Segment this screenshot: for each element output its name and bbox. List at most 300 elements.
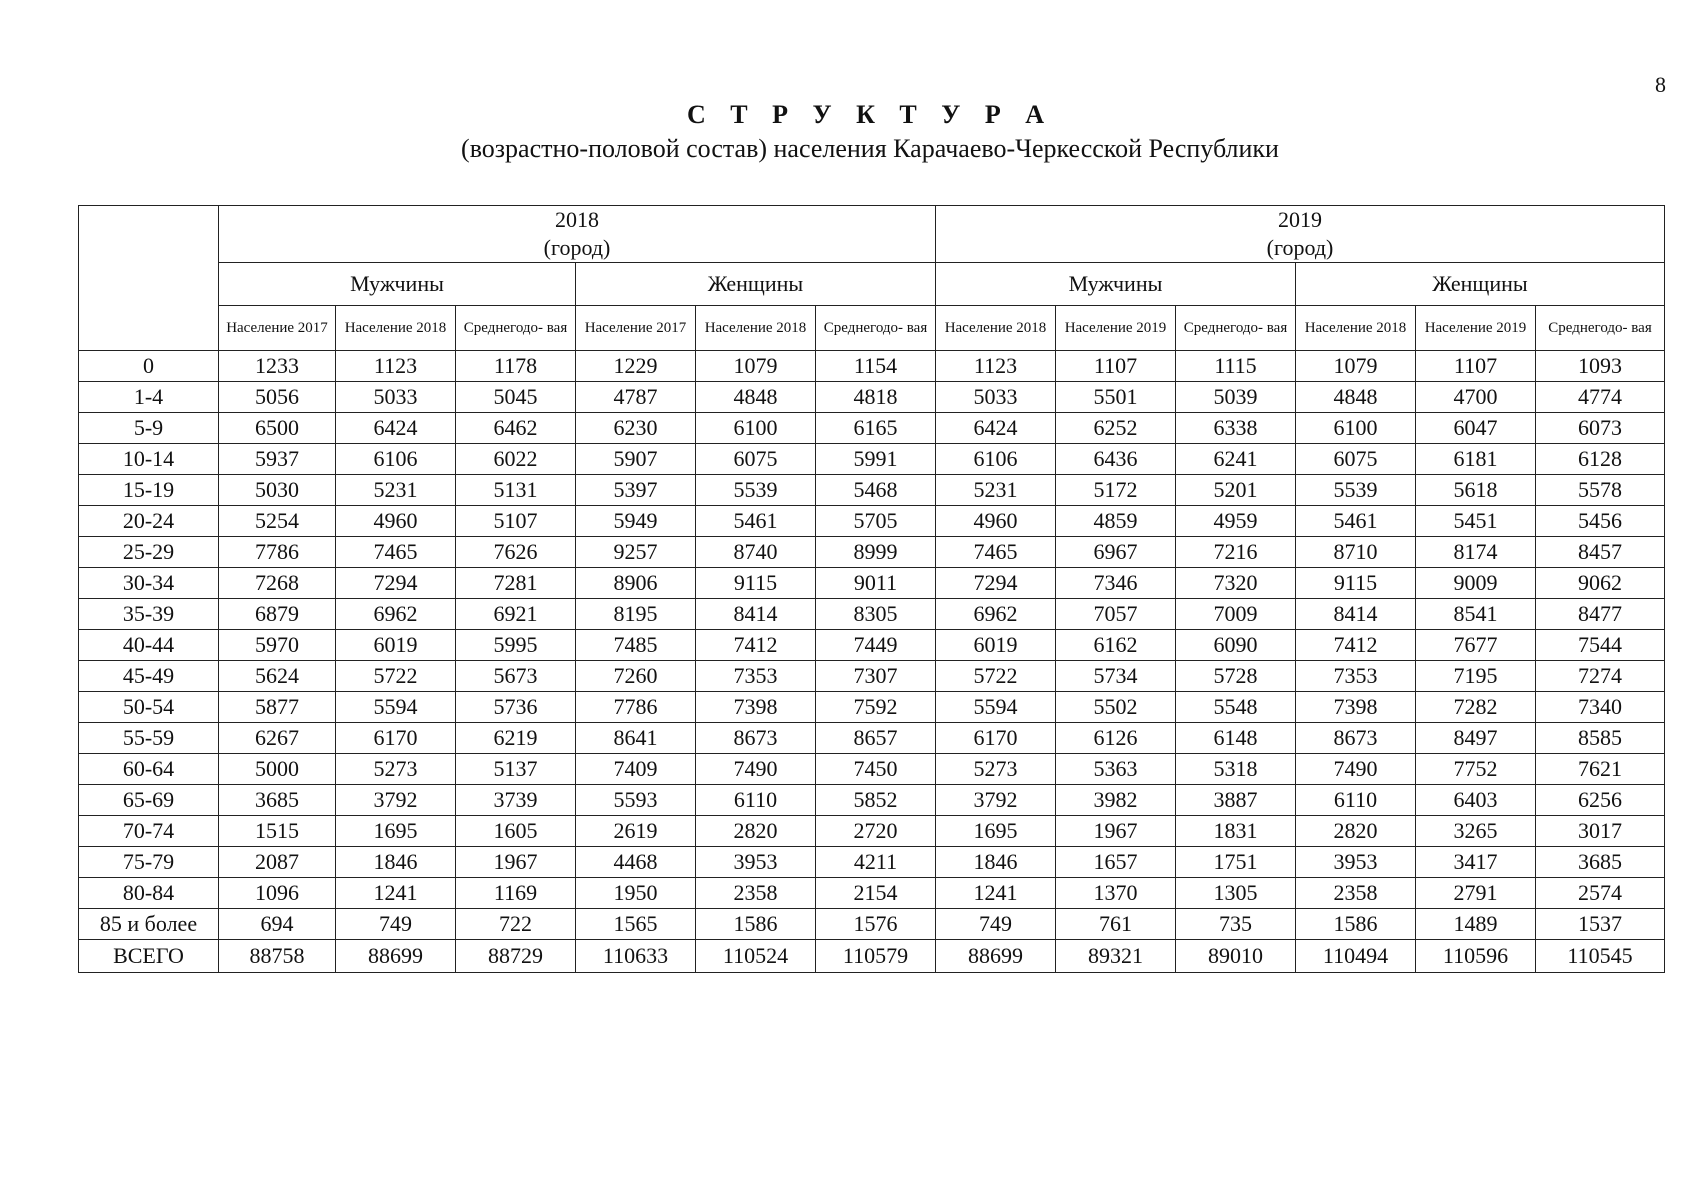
- value-cell: 1695: [336, 816, 456, 847]
- page-number: 8: [1655, 72, 1666, 97]
- value-cell: 2720: [816, 816, 936, 847]
- value-cell: 1586: [696, 909, 816, 940]
- value-cell: 2619: [576, 816, 696, 847]
- area-label: (город): [1266, 235, 1334, 260]
- value-cell: 1178: [456, 351, 576, 382]
- table-row: [79, 723, 1665, 754]
- value-cell: 1241: [336, 878, 456, 909]
- value-cell: 1537: [1536, 909, 1665, 940]
- value-cell: 5594: [936, 692, 1056, 723]
- value-cell: 3953: [1296, 847, 1416, 878]
- column-subheader: Население 2018: [936, 306, 1056, 351]
- value-cell: 1233: [219, 351, 336, 382]
- value-cell: 5877: [219, 692, 336, 723]
- value-cell: 1154: [816, 351, 936, 382]
- value-cell: 4700: [1416, 382, 1536, 413]
- value-cell: 6019: [336, 630, 456, 661]
- value-cell: 7294: [936, 568, 1056, 599]
- value-cell: 5033: [936, 382, 1056, 413]
- column-subheader: Население 2017: [576, 306, 696, 351]
- value-cell: 6126: [1056, 723, 1176, 754]
- table-row: [79, 413, 1665, 444]
- table-row: [79, 475, 1665, 506]
- value-cell: 5318: [1176, 754, 1296, 785]
- men-2018-header: Мужчины: [219, 263, 576, 306]
- value-cell: 2791: [1416, 878, 1536, 909]
- value-cell: 7340: [1536, 692, 1665, 723]
- document-title: С Т Р У К Т У Р А: [686, 100, 1053, 129]
- value-cell: 1229: [576, 351, 696, 382]
- value-cell: 1657: [1056, 847, 1176, 878]
- age-group-cell: 1-4: [79, 382, 219, 413]
- value-cell: 7282: [1416, 692, 1536, 723]
- value-cell: 6073: [1536, 413, 1665, 444]
- year-2019-header: [936, 206, 1665, 263]
- year-2018-header: [219, 206, 936, 263]
- men-2019-header: Мужчины: [936, 263, 1296, 306]
- value-cell: 5734: [1056, 661, 1176, 692]
- value-cell: 5501: [1056, 382, 1176, 413]
- value-cell: 7786: [219, 537, 336, 568]
- value-cell: 6100: [696, 413, 816, 444]
- value-cell: 5991: [816, 444, 936, 475]
- value-cell: 89010: [1176, 940, 1296, 973]
- value-cell: 7786: [576, 692, 696, 723]
- value-cell: 4468: [576, 847, 696, 878]
- value-cell: 110633: [576, 940, 696, 973]
- age-group-cell: 15-19: [79, 475, 219, 506]
- value-cell: 6100: [1296, 413, 1416, 444]
- column-subheader: Среднегодо- вая: [456, 306, 576, 351]
- value-cell: 1107: [1416, 351, 1536, 382]
- women-2018-header: Женщины: [576, 263, 936, 306]
- value-cell: 7592: [816, 692, 936, 723]
- value-cell: 5461: [1296, 506, 1416, 537]
- value-cell: 9062: [1536, 568, 1665, 599]
- value-cell: 6230: [576, 413, 696, 444]
- value-cell: 7346: [1056, 568, 1176, 599]
- value-cell: 5231: [336, 475, 456, 506]
- value-cell: 6252: [1056, 413, 1176, 444]
- value-cell: 5451: [1416, 506, 1536, 537]
- value-cell: 5548: [1176, 692, 1296, 723]
- value-cell: 761: [1056, 909, 1176, 940]
- subheader-row: [79, 306, 1665, 351]
- value-cell: 3685: [219, 785, 336, 816]
- value-cell: 7752: [1416, 754, 1536, 785]
- table-row: [79, 816, 1665, 847]
- age-group-cell: 75-79: [79, 847, 219, 878]
- value-cell: 1305: [1176, 878, 1296, 909]
- value-cell: 2820: [696, 816, 816, 847]
- value-cell: 88699: [936, 940, 1056, 973]
- value-cell: 1576: [816, 909, 936, 940]
- value-cell: 5397: [576, 475, 696, 506]
- value-cell: 5039: [1176, 382, 1296, 413]
- document-subtitle: (возрастно-половой состав) населения Карачаево-Черкесской Республики: [461, 134, 1279, 163]
- value-cell: 6110: [1296, 785, 1416, 816]
- value-cell: 4818: [816, 382, 936, 413]
- value-cell: 6075: [696, 444, 816, 475]
- value-cell: 7490: [1296, 754, 1416, 785]
- value-cell: 6165: [816, 413, 936, 444]
- value-cell: 5624: [219, 661, 336, 692]
- table-row: [79, 568, 1665, 599]
- value-cell: 8585: [1536, 723, 1665, 754]
- value-cell: 8906: [576, 568, 696, 599]
- value-cell: 6424: [336, 413, 456, 444]
- value-cell: 5033: [336, 382, 456, 413]
- value-cell: 8305: [816, 599, 936, 630]
- table-row: [79, 785, 1665, 816]
- value-cell: 7465: [336, 537, 456, 568]
- value-cell: 3887: [1176, 785, 1296, 816]
- value-cell: 6962: [336, 599, 456, 630]
- value-cell: 1950: [576, 878, 696, 909]
- value-cell: 749: [336, 909, 456, 940]
- age-group-cell: 20-24: [79, 506, 219, 537]
- value-cell: 5995: [456, 630, 576, 661]
- value-cell: 3982: [1056, 785, 1176, 816]
- table-row: [79, 444, 1665, 475]
- value-cell: 5722: [336, 661, 456, 692]
- value-cell: 722: [456, 909, 576, 940]
- value-cell: 5045: [456, 382, 576, 413]
- value-cell: 6075: [1296, 444, 1416, 475]
- value-cell: 5539: [1296, 475, 1416, 506]
- value-cell: 3017: [1536, 816, 1665, 847]
- area-label: (город): [543, 235, 611, 260]
- total-row: [79, 940, 1665, 973]
- value-cell: 4960: [336, 506, 456, 537]
- value-cell: 4848: [696, 382, 816, 413]
- value-cell: 7260: [576, 661, 696, 692]
- value-cell: 7274: [1536, 661, 1665, 692]
- value-cell: 1079: [1296, 351, 1416, 382]
- table-row: [79, 506, 1665, 537]
- value-cell: 110579: [816, 940, 936, 973]
- value-cell: 4960: [936, 506, 1056, 537]
- value-cell: 8740: [696, 537, 816, 568]
- value-cell: 5273: [936, 754, 1056, 785]
- value-cell: 1515: [219, 816, 336, 847]
- value-cell: 4211: [816, 847, 936, 878]
- value-cell: 2358: [696, 878, 816, 909]
- value-cell: 110494: [1296, 940, 1416, 973]
- value-cell: 8541: [1416, 599, 1536, 630]
- value-cell: 8457: [1536, 537, 1665, 568]
- value-cell: 5539: [696, 475, 816, 506]
- value-cell: 7677: [1416, 630, 1536, 661]
- age-group-cell: 80-84: [79, 878, 219, 909]
- year-label: 2018: [555, 207, 599, 232]
- age-group-cell: 65-69: [79, 785, 219, 816]
- value-cell: 6106: [336, 444, 456, 475]
- value-cell: 6022: [456, 444, 576, 475]
- value-cell: 3953: [696, 847, 816, 878]
- value-cell: 2358: [1296, 878, 1416, 909]
- value-cell: 9009: [1416, 568, 1536, 599]
- value-cell: 1096: [219, 878, 336, 909]
- value-cell: 4859: [1056, 506, 1176, 537]
- age-group-cell: 55-59: [79, 723, 219, 754]
- column-subheader: Население 2019: [1416, 306, 1536, 351]
- value-cell: 6110: [696, 785, 816, 816]
- value-cell: 1586: [1296, 909, 1416, 940]
- value-cell: 735: [1176, 909, 1296, 940]
- value-cell: 5363: [1056, 754, 1176, 785]
- table-row: [79, 909, 1665, 940]
- value-cell: 8673: [696, 723, 816, 754]
- value-cell: 8174: [1416, 537, 1536, 568]
- value-cell: 110596: [1416, 940, 1536, 973]
- table-row: [79, 599, 1665, 630]
- value-cell: 7353: [696, 661, 816, 692]
- value-cell: 2820: [1296, 816, 1416, 847]
- value-cell: 694: [219, 909, 336, 940]
- value-cell: 1846: [336, 847, 456, 878]
- value-cell: 2087: [219, 847, 336, 878]
- value-cell: 8657: [816, 723, 936, 754]
- value-cell: 8414: [1296, 599, 1416, 630]
- value-cell: 1967: [1056, 816, 1176, 847]
- value-cell: 110545: [1536, 940, 1665, 973]
- value-cell: 8641: [576, 723, 696, 754]
- value-cell: 9115: [696, 568, 816, 599]
- value-cell: 6462: [456, 413, 576, 444]
- value-cell: 6128: [1536, 444, 1665, 475]
- value-cell: 5468: [816, 475, 936, 506]
- value-cell: 5949: [576, 506, 696, 537]
- value-cell: 3265: [1416, 816, 1536, 847]
- value-cell: 7216: [1176, 537, 1296, 568]
- value-cell: 7626: [456, 537, 576, 568]
- value-cell: 6921: [456, 599, 576, 630]
- value-cell: 7544: [1536, 630, 1665, 661]
- value-cell: 5231: [936, 475, 1056, 506]
- table-row: [79, 692, 1665, 723]
- value-cell: 9257: [576, 537, 696, 568]
- value-cell: 88699: [336, 940, 456, 973]
- value-cell: 6962: [936, 599, 1056, 630]
- table-row: [79, 847, 1665, 878]
- value-cell: 6267: [219, 723, 336, 754]
- value-cell: 5673: [456, 661, 576, 692]
- value-cell: 3792: [936, 785, 1056, 816]
- value-cell: 5705: [816, 506, 936, 537]
- sex-header-row: [79, 263, 1665, 306]
- value-cell: 6148: [1176, 723, 1296, 754]
- value-cell: 6241: [1176, 444, 1296, 475]
- value-cell: 5137: [456, 754, 576, 785]
- value-cell: 6170: [936, 723, 1056, 754]
- value-cell: 7449: [816, 630, 936, 661]
- value-cell: 5201: [1176, 475, 1296, 506]
- value-cell: 5722: [936, 661, 1056, 692]
- value-cell: 88758: [219, 940, 336, 973]
- value-cell: 1846: [936, 847, 1056, 878]
- value-cell: 5907: [576, 444, 696, 475]
- column-subheader: Население 2019: [1056, 306, 1176, 351]
- age-group-cell: 5-9: [79, 413, 219, 444]
- value-cell: 5502: [1056, 692, 1176, 723]
- value-cell: 5852: [816, 785, 936, 816]
- value-cell: 5000: [219, 754, 336, 785]
- value-cell: 7195: [1416, 661, 1536, 692]
- age-group-cell: 0: [79, 351, 219, 382]
- value-cell: 5461: [696, 506, 816, 537]
- value-cell: 6170: [336, 723, 456, 754]
- age-group-header-cell: [79, 206, 219, 351]
- value-cell: 1107: [1056, 351, 1176, 382]
- table-body: [79, 351, 1665, 973]
- value-cell: 8673: [1296, 723, 1416, 754]
- value-cell: 8999: [816, 537, 936, 568]
- value-cell: 3417: [1416, 847, 1536, 878]
- column-subheader: Население 2018: [1296, 306, 1416, 351]
- column-subheader: Среднегодо- вая: [1176, 306, 1296, 351]
- value-cell: 1695: [936, 816, 1056, 847]
- table-row: [79, 878, 1665, 909]
- value-cell: 1605: [456, 816, 576, 847]
- age-group-cell: 60-64: [79, 754, 219, 785]
- age-group-cell: 40-44: [79, 630, 219, 661]
- value-cell: 110524: [696, 940, 816, 973]
- table-row: [79, 630, 1665, 661]
- year-label: 2019: [1278, 207, 1322, 232]
- value-cell: 5456: [1536, 506, 1665, 537]
- value-cell: 5172: [1056, 475, 1176, 506]
- value-cell: 8477: [1536, 599, 1665, 630]
- value-cell: 5970: [219, 630, 336, 661]
- age-group-cell: 30-34: [79, 568, 219, 599]
- value-cell: 6047: [1416, 413, 1536, 444]
- column-subheader: Население 2017: [219, 306, 336, 351]
- value-cell: 8710: [1296, 537, 1416, 568]
- value-cell: 5030: [219, 475, 336, 506]
- population-structure-table: [78, 205, 1665, 973]
- value-cell: 4787: [576, 382, 696, 413]
- column-subheader: Население 2018: [696, 306, 816, 351]
- value-cell: 6879: [219, 599, 336, 630]
- value-cell: 1831: [1176, 816, 1296, 847]
- age-group-cell: 45-49: [79, 661, 219, 692]
- value-cell: 89321: [1056, 940, 1176, 973]
- value-cell: 7398: [1296, 692, 1416, 723]
- age-group-cell: 70-74: [79, 816, 219, 847]
- value-cell: 5618: [1416, 475, 1536, 506]
- value-cell: 5273: [336, 754, 456, 785]
- value-cell: 7465: [936, 537, 1056, 568]
- value-cell: 7412: [1296, 630, 1416, 661]
- value-cell: 7450: [816, 754, 936, 785]
- value-cell: 5254: [219, 506, 336, 537]
- value-cell: 8195: [576, 599, 696, 630]
- value-cell: 6162: [1056, 630, 1176, 661]
- value-cell: 7409: [576, 754, 696, 785]
- value-cell: 749: [936, 909, 1056, 940]
- value-cell: 6219: [456, 723, 576, 754]
- value-cell: 9011: [816, 568, 936, 599]
- table-row: [79, 661, 1665, 692]
- year-header-row: [79, 206, 1665, 263]
- age-group-cell: 50-54: [79, 692, 219, 723]
- value-cell: 1115: [1176, 351, 1296, 382]
- value-cell: 88729: [456, 940, 576, 973]
- value-cell: 6019: [936, 630, 1056, 661]
- value-cell: 6403: [1416, 785, 1536, 816]
- value-cell: 3739: [456, 785, 576, 816]
- age-group-cell: 25-29: [79, 537, 219, 568]
- value-cell: 7490: [696, 754, 816, 785]
- value-cell: 9115: [1296, 568, 1416, 599]
- value-cell: 2154: [816, 878, 936, 909]
- value-cell: 7485: [576, 630, 696, 661]
- value-cell: 8497: [1416, 723, 1536, 754]
- value-cell: 1123: [936, 351, 1056, 382]
- age-group-cell: 10-14: [79, 444, 219, 475]
- value-cell: 6338: [1176, 413, 1296, 444]
- value-cell: 1489: [1416, 909, 1536, 940]
- column-subheader: Среднегодо- вая: [816, 306, 936, 351]
- value-cell: 1169: [456, 878, 576, 909]
- value-cell: 5736: [456, 692, 576, 723]
- value-cell: 5107: [456, 506, 576, 537]
- value-cell: 1123: [336, 351, 456, 382]
- value-cell: 1079: [696, 351, 816, 382]
- value-cell: 7009: [1176, 599, 1296, 630]
- table-row: [79, 754, 1665, 785]
- value-cell: 6106: [936, 444, 1056, 475]
- value-cell: 7398: [696, 692, 816, 723]
- value-cell: 3792: [336, 785, 456, 816]
- value-cell: 5594: [336, 692, 456, 723]
- value-cell: 5937: [219, 444, 336, 475]
- value-cell: 5056: [219, 382, 336, 413]
- value-cell: 6181: [1416, 444, 1536, 475]
- value-cell: 7621: [1536, 754, 1665, 785]
- value-cell: 5593: [576, 785, 696, 816]
- value-cell: 7057: [1056, 599, 1176, 630]
- table-row: [79, 537, 1665, 568]
- value-cell: 7268: [219, 568, 336, 599]
- value-cell: 6500: [219, 413, 336, 444]
- value-cell: 6256: [1536, 785, 1665, 816]
- value-cell: 4848: [1296, 382, 1416, 413]
- value-cell: 2574: [1536, 878, 1665, 909]
- column-subheader: Среднегодо- вая: [1536, 306, 1665, 351]
- value-cell: 1967: [456, 847, 576, 878]
- value-cell: 7294: [336, 568, 456, 599]
- value-cell: 7412: [696, 630, 816, 661]
- value-cell: 7353: [1296, 661, 1416, 692]
- age-group-cell: ВСЕГО: [79, 940, 219, 973]
- value-cell: 5578: [1536, 475, 1665, 506]
- value-cell: 1565: [576, 909, 696, 940]
- value-cell: 5131: [456, 475, 576, 506]
- value-cell: 1751: [1176, 847, 1296, 878]
- value-cell: 4774: [1536, 382, 1665, 413]
- table-row: [79, 382, 1665, 413]
- value-cell: 5728: [1176, 661, 1296, 692]
- age-group-cell: 35-39: [79, 599, 219, 630]
- value-cell: 7307: [816, 661, 936, 692]
- age-group-cell: 85 и более: [79, 909, 219, 940]
- column-subheader: Население 2018: [336, 306, 456, 351]
- table-row: [79, 351, 1665, 382]
- value-cell: 6424: [936, 413, 1056, 444]
- value-cell: 6090: [1176, 630, 1296, 661]
